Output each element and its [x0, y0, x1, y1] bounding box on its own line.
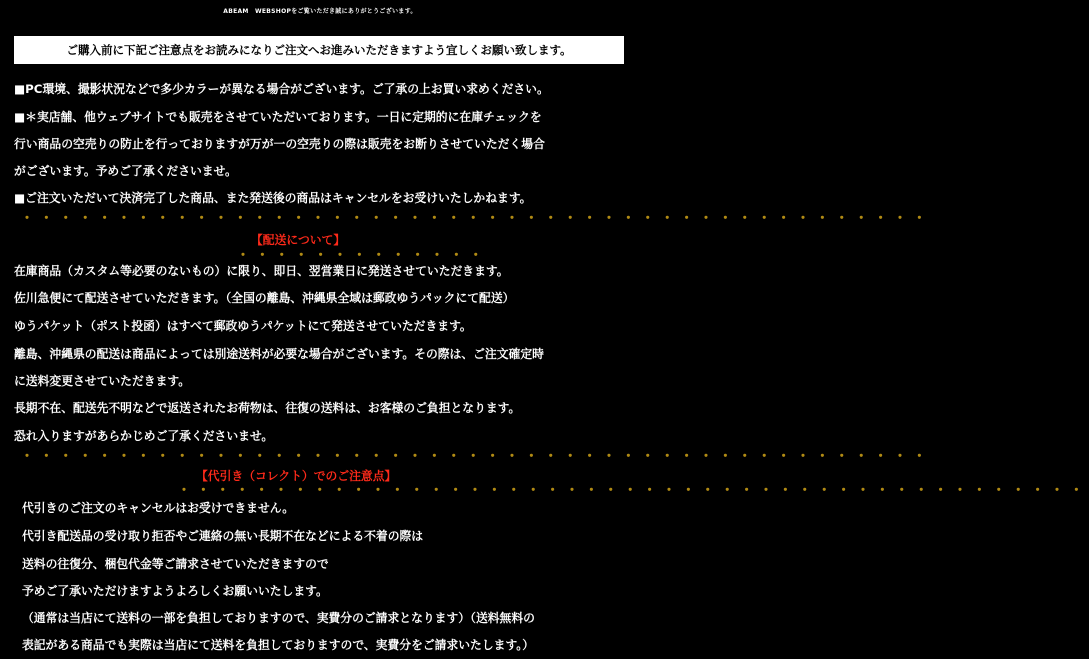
shipping-line-3: ゆうパケット（ポスト投函）はすべて郵政ゆうパケットにて発送させていただきます。	[14, 319, 472, 333]
page-title: ABEAM WEBSHOPをご覧いただき誠にありがとうございます。	[223, 8, 417, 15]
intro-line-stock-note-3: がございます。予めご了承くださいませ。	[14, 164, 237, 178]
cod-line-2: 代引き配送品の受け取り拒否やご連絡の無い長期不在などによる不着の際は	[22, 529, 424, 543]
cod-line-3: 送料の往復分、梱包代金等ご請求させていただきますので	[22, 557, 329, 571]
intro-line-stock-note-2: 行い商品の空売りの防止を行っておりますが万が一の空売りの際は販売をお断りさせていただく場合	[14, 137, 545, 151]
cod-line-4: 予めご了承いただけますようよろしくお願いいたします。	[22, 584, 328, 598]
cod-line-5: （通常は当店にて送料の一部を負担しておりますので、実費分のご請求となります）（送料無料の	[22, 611, 535, 625]
pre-purchase-notice-text: ご購入前に下記ご注意点をお読みになりご注文へお進みいただきますよう宜しくお願い致します。	[66, 43, 572, 57]
shipping-line-1: 在庫商品（カスタム等必要のないもの）に限り、即日、翌営業日に発送させていただきます。	[14, 264, 509, 278]
shipping-line-7: 恐れ入りますがあらかじめご了承くださいませ。	[14, 429, 274, 443]
cod-line-1: 代引きのご注文のキャンセルはお受けできません。	[22, 501, 295, 515]
intro-line-color-note: ■PC環境、撮影状況などで多少カラーが異なる場合がございます。ご了承の上お買い求めください。	[14, 82, 549, 96]
pre-purchase-notice-banner	[14, 36, 624, 64]
intro-line-cancel-note: ■ご注文いただいて決済完了した商品、また発送後の商品はキャンセルをお受けいたしかねます。	[14, 191, 532, 205]
intro-line-stock-note-1: ■＊実店舗、他ウェブサイトでも販売をさせていただいております。一日に定期的に在庫チェックを	[14, 110, 542, 124]
dotted-divider: ・・・・・・・・・・・・・・・・・・・・・・・・・・・・・・・・・・・・・・・・・・・・・・・	[20, 211, 932, 227]
heading-dotted-underline: ・・・・・・・・・・・・・	[236, 248, 489, 264]
shipping-line-4: 離島、沖縄県の配送は商品によっては別途送料が必要な場合がございます。その際は、ご注文確定時	[14, 347, 544, 361]
shipping-line-2: 佐川急便にて配送させていただきます。（全国の離島、沖縄県全域は郵政ゆうパックにて配送）	[14, 291, 515, 305]
heading-dotted-underline: ・・・・・・・・・・・・・・・・・・・・・・・・・・・・・・・・・・・・・・・・・・・・・・・	[177, 483, 1089, 499]
cod-line-6: 表記がある商品でも実際は当店にて送料を負担しておりますので、実費分をご請求いたします。）	[22, 638, 534, 652]
cod-section-heading: 【代引き（コレクト）でのご注意点】	[196, 469, 397, 483]
shipping-line-5: に送料変更させていただきます。	[14, 374, 191, 388]
dotted-divider: ・・・・・・・・・・・・・・・・・・・・・・・・・・・・・・・・・・・・・・・・・・・・・・・	[20, 449, 932, 465]
shipping-section-heading: 【配送について】	[251, 233, 346, 247]
shipping-line-6: 長期不在、配送先不明などで返送されたお荷物は、往復の送料は、お客様のご負担となります。	[14, 401, 521, 415]
